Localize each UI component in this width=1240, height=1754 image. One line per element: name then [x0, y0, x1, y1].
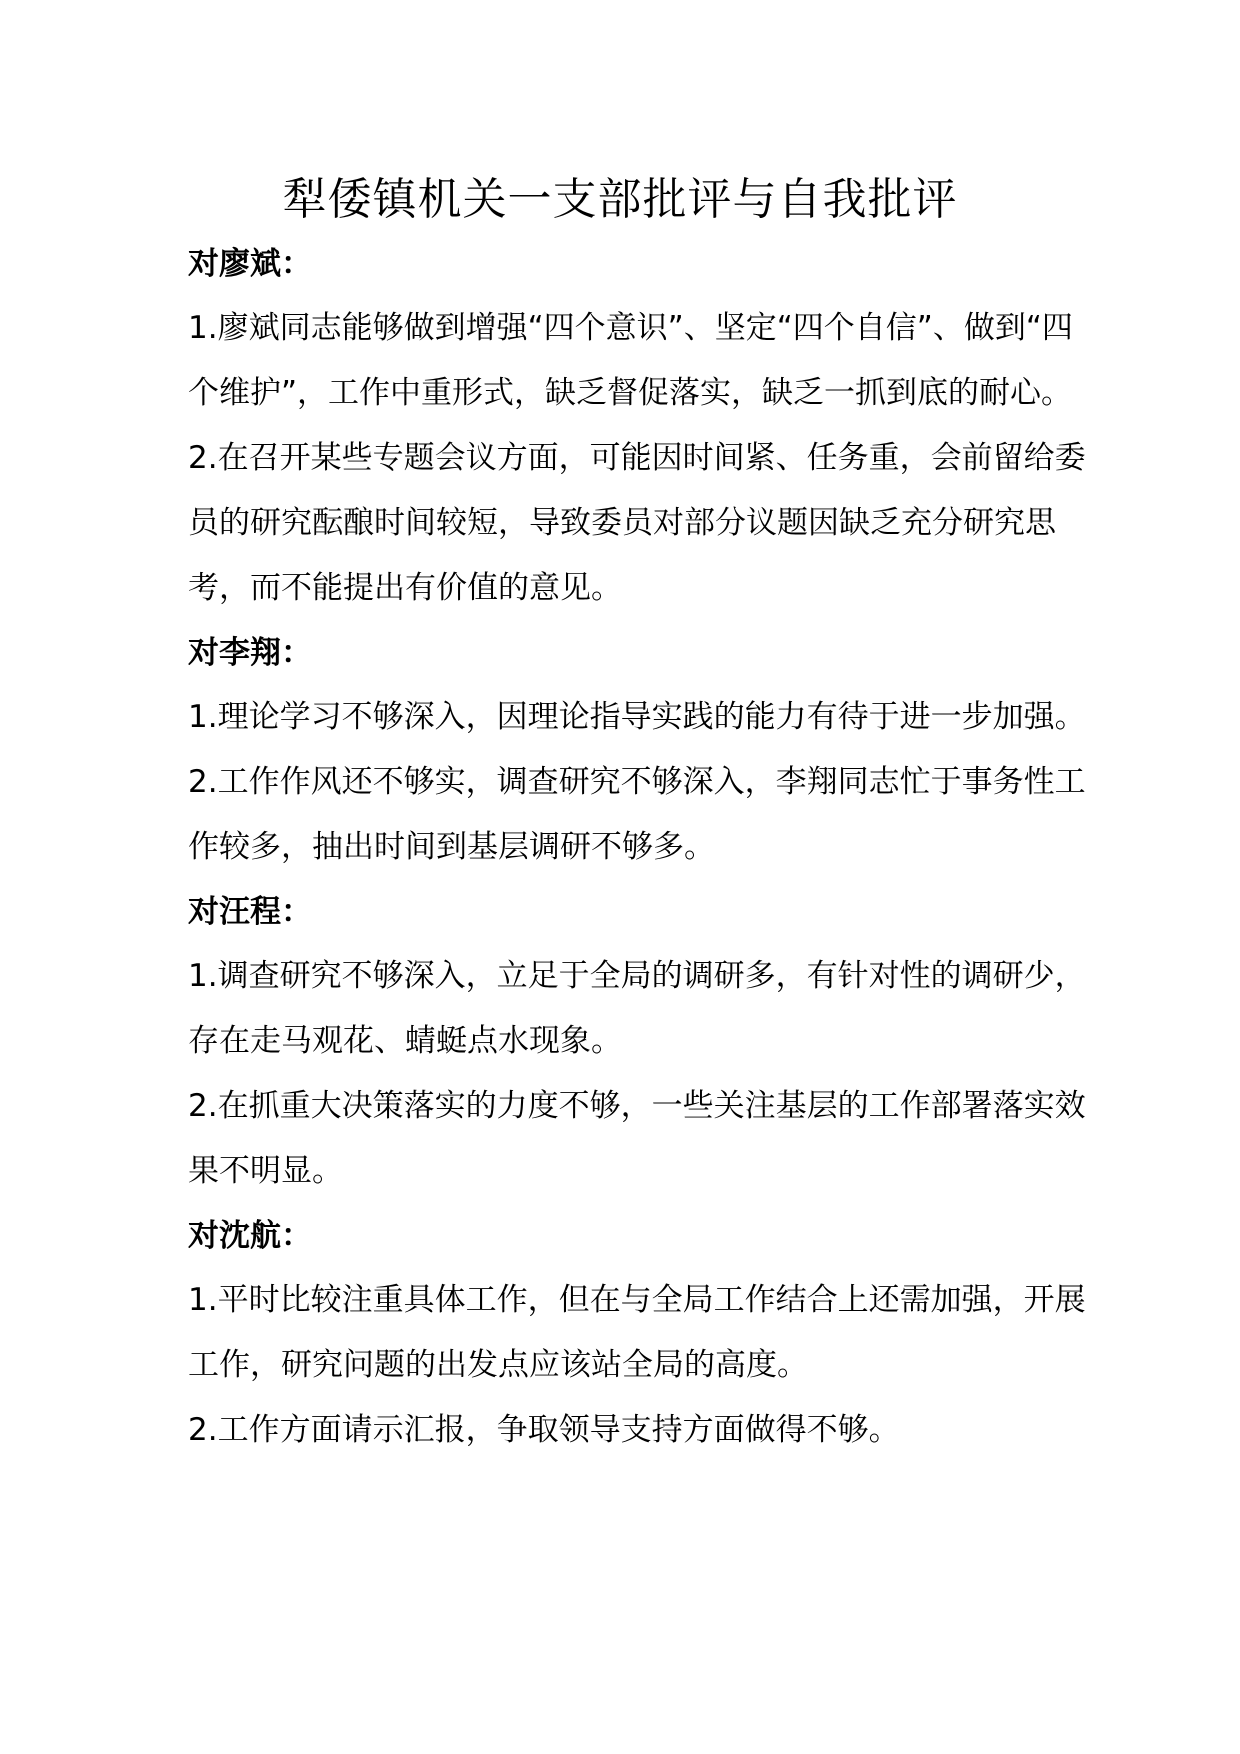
paragraph: 2.在召开某些专题会议方面，可能因时间紧、任务重，会前留给委员的研究酝酿时间较短，导致委员对部分议题因缺乏充分研究思考，而不能提出有价值的意见。 — [188, 440, 1086, 606]
section-shen-hang — [188, 1204, 1088, 1463]
paragraph: 1.平时比较注重具体工作，但在与全局工作结合上还需加强，开展工作，研究问题的出发点应该站全局的高度。 — [188, 1282, 1086, 1383]
section-heading: 对沈航： — [188, 1218, 312, 1254]
paragraph: 1.理论学习不够深入，因理论指导实践的能力有待于进一步加强。 — [188, 699, 1086, 735]
section-li-xiang — [188, 621, 1088, 880]
section-heading: 对廖斌： — [188, 246, 312, 282]
section-heading: 对李翔： — [188, 635, 312, 671]
paragraph: 2.工作作风还不够实，调查研究不够深入，李翔同志忙于事务性工作较多，抽出时间到基层调研不够多。 — [188, 764, 1086, 865]
document-body — [188, 232, 1088, 1463]
document-title: 犁倭镇机关一支部批评与自我批评 — [282, 174, 958, 225]
paragraph: 2.工作方面请示汇报，争取领导支持方面做得不够。 — [188, 1412, 900, 1448]
section-liao-bin — [188, 232, 1088, 621]
paragraph: 1.调查研究不够深入，立足于全局的调研多，有针对性的调研少，存在走马观花、蜻蜓点水现象。 — [188, 958, 1086, 1059]
paragraph: 1.廖斌同志能够做到增强“四个意识”、坚定“四个自信”、做到“四个维护”，工作中重形式，缺乏督促落实，缺乏一抓到底的耐心。 — [188, 310, 1073, 411]
section-heading: 对汪程： — [188, 894, 312, 930]
paragraph: 2.在抓重大决策落实的力度不够，一些关注基层的工作部署落实效果不明显。 — [188, 1088, 1086, 1189]
section-wang-cheng — [188, 880, 1088, 1204]
